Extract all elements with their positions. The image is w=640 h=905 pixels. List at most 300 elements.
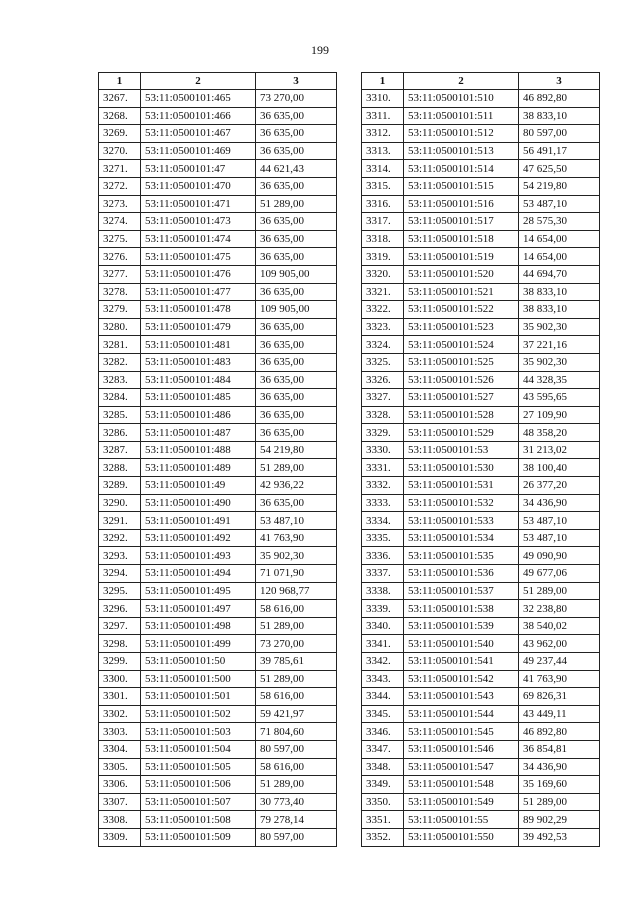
cadastral-number-cell: 53:11:0500101:478: [141, 301, 256, 319]
cadastral-number-cell: 53:11:0500101:540: [404, 635, 519, 653]
cadastral-number-cell: 53:11:0500101:506: [141, 776, 256, 794]
row-number-cell: 3349.: [362, 776, 404, 794]
table-row: [99, 758, 337, 776]
cadastral-value-cell: 79 278,14: [256, 811, 337, 829]
row-number-cell: 3341.: [362, 635, 404, 653]
row-number-cell: 3279.: [99, 301, 141, 319]
cadastral-number-cell: 53:11:0500101:476: [141, 265, 256, 283]
cadastral-value-cell: 36 635,00: [256, 142, 337, 160]
cadastral-value-cell: 47 625,50: [519, 160, 600, 178]
cadastral-value-cell: 109 905,00: [256, 301, 337, 319]
right-table-body: [362, 90, 600, 847]
cadastral-number-cell: 53:11:0500101:539: [404, 617, 519, 635]
cadastral-number-cell: 53:11:0500101:528: [404, 406, 519, 424]
cadastral-number-cell: 53:11:0500101:521: [404, 283, 519, 301]
row-number-cell: 3321.: [362, 283, 404, 301]
header-col-3: 3: [519, 73, 600, 90]
cadastral-value-cell: 36 635,00: [256, 353, 337, 371]
table-row: [362, 512, 600, 530]
cadastral-number-cell: 53:11:0500101:475: [141, 248, 256, 266]
row-number-cell: 3286.: [99, 424, 141, 442]
cadastral-number-cell: 53:11:0500101:515: [404, 177, 519, 195]
table-row: [362, 424, 600, 442]
row-number-cell: 3317.: [362, 213, 404, 231]
cadastral-number-cell: 53:11:0500101:526: [404, 371, 519, 389]
cadastral-number-cell: 53:11:0500101:545: [404, 723, 519, 741]
table-row: [99, 688, 337, 706]
cadastral-number-cell: 53:11:0500101:483: [141, 353, 256, 371]
row-number-cell: 3274.: [99, 213, 141, 231]
table-row: [99, 125, 337, 143]
cadastral-value-cell: 27 109,90: [519, 406, 600, 424]
cadastral-number-cell: 53:11:0500101:487: [141, 424, 256, 442]
table-row: [99, 653, 337, 671]
cadastral-value-cell: 109 905,00: [256, 265, 337, 283]
row-number-cell: 3328.: [362, 406, 404, 424]
row-number-cell: 3298.: [99, 635, 141, 653]
table-row: [362, 758, 600, 776]
cadastral-value-cell: 48 358,20: [519, 424, 600, 442]
table-row: [99, 424, 337, 442]
cadastral-number-cell: 53:11:0500101:493: [141, 547, 256, 565]
cadastral-value-cell: 36 635,00: [256, 494, 337, 512]
table-row: [99, 406, 337, 424]
cadastral-number-cell: 53:11:0500101:518: [404, 230, 519, 248]
cadastral-value-cell: 80 597,00: [256, 828, 337, 846]
row-number-cell: 3281.: [99, 336, 141, 354]
cadastral-value-cell: 46 892,80: [519, 90, 600, 108]
cadastral-number-cell: 53:11:0500101:536: [404, 565, 519, 583]
row-number-cell: 3315.: [362, 177, 404, 195]
table-row: [362, 160, 600, 178]
row-number-cell: 3331.: [362, 459, 404, 477]
row-number-cell: 3305.: [99, 758, 141, 776]
cadastral-value-cell: 36 635,00: [256, 230, 337, 248]
table-row: [362, 459, 600, 477]
cadastral-number-cell: 53:11:0500101:479: [141, 318, 256, 336]
row-number-cell: 3271.: [99, 160, 141, 178]
row-number-cell: 3288.: [99, 459, 141, 477]
cadastral-value-cell: 71 804,60: [256, 723, 337, 741]
row-number-cell: 3295.: [99, 582, 141, 600]
row-number-cell: 3277.: [99, 265, 141, 283]
row-number-cell: 3352.: [362, 828, 404, 846]
cadastral-value-cell: 30 773,40: [256, 793, 337, 811]
row-number-cell: 3345.: [362, 705, 404, 723]
table-row: [99, 336, 337, 354]
row-number-cell: 3343.: [362, 670, 404, 688]
cadastral-value-cell: 38 100,40: [519, 459, 600, 477]
table-row: [362, 213, 600, 231]
table-row: [99, 441, 337, 459]
cadastral-number-cell: 53:11:0500101:503: [141, 723, 256, 741]
table-row: [362, 336, 600, 354]
table-row: [99, 776, 337, 794]
table-row: [362, 265, 600, 283]
table-row: [99, 371, 337, 389]
cadastral-number-cell: 53:11:0500101:481: [141, 336, 256, 354]
row-number-cell: 3346.: [362, 723, 404, 741]
row-number-cell: 3335.: [362, 529, 404, 547]
row-number-cell: 3282.: [99, 353, 141, 371]
cadastral-value-cell: 120 968,77: [256, 582, 337, 600]
cadastral-number-cell: 53:11:0500101:517: [404, 213, 519, 231]
table-row: [99, 230, 337, 248]
row-number-cell: 3323.: [362, 318, 404, 336]
table-row: [362, 547, 600, 565]
cadastral-value-cell: 31 213,02: [519, 441, 600, 459]
table-row: [99, 389, 337, 407]
table-row: [99, 811, 337, 829]
table-row: [99, 177, 337, 195]
cadastral-value-cell: 34 436,90: [519, 494, 600, 512]
cadastral-number-cell: 53:11:0500101:535: [404, 547, 519, 565]
cadastral-value-cell: 58 616,00: [256, 688, 337, 706]
table-header-row: [362, 73, 600, 90]
table-row: [99, 600, 337, 618]
table-row: [99, 582, 337, 600]
cadastral-value-cell: 41 763,90: [519, 670, 600, 688]
header-col-3: 3: [256, 73, 337, 90]
cadastral-value-cell: 35 902,30: [519, 318, 600, 336]
row-number-cell: 3302.: [99, 705, 141, 723]
table-row: [99, 107, 337, 125]
cadastral-number-cell: 53:11:0500101:492: [141, 529, 256, 547]
cadastral-value-cell: 59 421,97: [256, 705, 337, 723]
cadastral-number-cell: 53:11:0500101:50: [141, 653, 256, 671]
cadastral-number-cell: 53:11:0500101:509: [141, 828, 256, 846]
cadastral-number-cell: 53:11:0500101:544: [404, 705, 519, 723]
row-number-cell: 3327.: [362, 389, 404, 407]
table-row: [362, 90, 600, 108]
cadastral-number-cell: 53:11:0500101:498: [141, 617, 256, 635]
cadastral-number-cell: 53:11:0500101:485: [141, 389, 256, 407]
row-number-cell: 3309.: [99, 828, 141, 846]
table-row: [362, 125, 600, 143]
row-number-cell: 3339.: [362, 600, 404, 618]
row-number-cell: 3293.: [99, 547, 141, 565]
cadastral-number-cell: 53:11:0500101:484: [141, 371, 256, 389]
cadastral-value-cell: 32 238,80: [519, 600, 600, 618]
row-number-cell: 3299.: [99, 653, 141, 671]
row-number-cell: 3291.: [99, 512, 141, 530]
table-row: [99, 635, 337, 653]
cadastral-value-cell: 44 621,43: [256, 160, 337, 178]
table-row: [362, 283, 600, 301]
row-number-cell: 3308.: [99, 811, 141, 829]
cadastral-value-cell: 38 540,02: [519, 617, 600, 635]
table-row: [99, 705, 337, 723]
cadastral-value-cell: 53 487,10: [519, 529, 600, 547]
table-row: [362, 828, 600, 846]
cadastral-number-cell: 53:11:0500101:538: [404, 600, 519, 618]
cadastral-number-cell: 53:11:0500101:519: [404, 248, 519, 266]
row-number-cell: 3276.: [99, 248, 141, 266]
left-table-body: [99, 90, 337, 847]
row-number-cell: 3320.: [362, 265, 404, 283]
table-row: [99, 477, 337, 495]
cadastral-number-cell: 53:11:0500101:520: [404, 265, 519, 283]
row-number-cell: 3316.: [362, 195, 404, 213]
row-number-cell: 3268.: [99, 107, 141, 125]
right-table: [361, 72, 600, 847]
cadastral-number-cell: 53:11:0500101:541: [404, 653, 519, 671]
cadastral-number-cell: 53:11:0500101:525: [404, 353, 519, 371]
cadastral-number-cell: 53:11:0500101:470: [141, 177, 256, 195]
cadastral-value-cell: 51 289,00: [256, 776, 337, 794]
table-row: [362, 230, 600, 248]
cadastral-value-cell: 35 902,30: [519, 353, 600, 371]
table-row: [362, 195, 600, 213]
row-number-cell: 3344.: [362, 688, 404, 706]
table-row: [99, 283, 337, 301]
cadastral-number-cell: 53:11:0500101:488: [141, 441, 256, 459]
cadastral-value-cell: 51 289,00: [256, 195, 337, 213]
cadastral-number-cell: 53:11:0500101:542: [404, 670, 519, 688]
cadastral-number-cell: 53:11:0500101:550: [404, 828, 519, 846]
row-number-cell: 3296.: [99, 600, 141, 618]
cadastral-number-cell: 53:11:0500101:494: [141, 565, 256, 583]
table-row: [362, 529, 600, 547]
cadastral-number-cell: 53:11:0500101:465: [141, 90, 256, 108]
header-col-2: 2: [141, 73, 256, 90]
cadastral-value-cell: 80 597,00: [519, 125, 600, 143]
cadastral-number-cell: 53:11:0500101:491: [141, 512, 256, 530]
cadastral-value-cell: 71 071,90: [256, 565, 337, 583]
cadastral-value-cell: 54 219,80: [519, 177, 600, 195]
cadastral-number-cell: 53:11:0500101:467: [141, 125, 256, 143]
cadastral-number-cell: 53:11:0500101:514: [404, 160, 519, 178]
cadastral-value-cell: 36 635,00: [256, 318, 337, 336]
cadastral-value-cell: 53 487,10: [256, 512, 337, 530]
row-number-cell: 3280.: [99, 318, 141, 336]
table-row: [362, 705, 600, 723]
cadastral-value-cell: 36 635,00: [256, 424, 337, 442]
cadastral-value-cell: 36 635,00: [256, 125, 337, 143]
table-row: [362, 353, 600, 371]
cadastral-value-cell: 49 090,90: [519, 547, 600, 565]
cadastral-number-cell: 53:11:0500101:537: [404, 582, 519, 600]
cadastral-number-cell: 53:11:0500101:486: [141, 406, 256, 424]
row-number-cell: 3300.: [99, 670, 141, 688]
row-number-cell: 3319.: [362, 248, 404, 266]
cadastral-value-cell: 34 436,90: [519, 758, 600, 776]
cadastral-value-cell: 58 616,00: [256, 758, 337, 776]
cadastral-number-cell: 53:11:0500101:523: [404, 318, 519, 336]
table-row: [362, 389, 600, 407]
cadastral-value-cell: 36 635,00: [256, 389, 337, 407]
table-row: [99, 793, 337, 811]
cadastral-number-cell: 53:11:0500101:513: [404, 142, 519, 160]
table-row: [362, 477, 600, 495]
cadastral-number-cell: 53:11:0500101:489: [141, 459, 256, 477]
row-number-cell: 3285.: [99, 406, 141, 424]
cadastral-value-cell: 41 763,90: [256, 529, 337, 547]
table-row: [99, 318, 337, 336]
cadastral-number-cell: 53:11:0500101:548: [404, 776, 519, 794]
cadastral-value-cell: 36 635,00: [256, 406, 337, 424]
cadastral-value-cell: 53 487,10: [519, 195, 600, 213]
table-row: [362, 494, 600, 512]
row-number-cell: 3283.: [99, 371, 141, 389]
table-row: [362, 248, 600, 266]
row-number-cell: 3287.: [99, 441, 141, 459]
cadastral-number-cell: 53:11:0500101:53: [404, 441, 519, 459]
cadastral-value-cell: 14 654,00: [519, 230, 600, 248]
row-number-cell: 3334.: [362, 512, 404, 530]
table-row: [362, 740, 600, 758]
table-row: [99, 617, 337, 635]
table-row: [362, 107, 600, 125]
cadastral-number-cell: 53:11:0500101:527: [404, 389, 519, 407]
row-number-cell: 3342.: [362, 653, 404, 671]
cadastral-value-cell: 51 289,00: [519, 582, 600, 600]
cadastral-value-cell: 36 635,00: [256, 107, 337, 125]
cadastral-value-cell: 53 487,10: [519, 512, 600, 530]
header-col-2: 2: [404, 73, 519, 90]
cadastral-value-cell: 51 289,00: [256, 459, 337, 477]
cadastral-value-cell: 28 575,30: [519, 213, 600, 231]
cadastral-value-cell: 36 635,00: [256, 283, 337, 301]
table-row: [362, 582, 600, 600]
cadastral-value-cell: 36 635,00: [256, 371, 337, 389]
row-number-cell: 3303.: [99, 723, 141, 741]
cadastral-value-cell: 36 635,00: [256, 336, 337, 354]
table-row: [362, 600, 600, 618]
row-number-cell: 3267.: [99, 90, 141, 108]
table-row: [362, 635, 600, 653]
cadastral-value-cell: 39 785,61: [256, 653, 337, 671]
row-number-cell: 3340.: [362, 617, 404, 635]
row-number-cell: 3272.: [99, 177, 141, 195]
cadastral-number-cell: 53:11:0500101:516: [404, 195, 519, 213]
table-row: [99, 459, 337, 477]
table-row: [362, 318, 600, 336]
cadastral-value-cell: 58 616,00: [256, 600, 337, 618]
cadastral-number-cell: 53:11:0500101:49: [141, 477, 256, 495]
table-row: [99, 265, 337, 283]
cadastral-number-cell: 53:11:0500101:55: [404, 811, 519, 829]
table-row: [362, 177, 600, 195]
row-number-cell: 3337.: [362, 565, 404, 583]
cadastral-value-cell: 51 289,00: [519, 793, 600, 811]
table-row: [99, 512, 337, 530]
table-row: [99, 160, 337, 178]
cadastral-value-cell: 56 491,17: [519, 142, 600, 160]
row-number-cell: 3336.: [362, 547, 404, 565]
table-row: [99, 723, 337, 741]
table-row: [99, 353, 337, 371]
cadastral-value-cell: 26 377,20: [519, 477, 600, 495]
cadastral-value-cell: 73 270,00: [256, 635, 337, 653]
cadastral-number-cell: 53:11:0500101:547: [404, 758, 519, 776]
cadastral-number-cell: 53:11:0500101:504: [141, 740, 256, 758]
cadastral-value-cell: 35 169,60: [519, 776, 600, 794]
cadastral-value-cell: 36 854,81: [519, 740, 600, 758]
table-row: [99, 529, 337, 547]
row-number-cell: 3325.: [362, 353, 404, 371]
table-row: [99, 90, 337, 108]
row-number-cell: 3306.: [99, 776, 141, 794]
header-col-1: 1: [362, 73, 404, 90]
cadastral-value-cell: 36 635,00: [256, 248, 337, 266]
table-row: [99, 195, 337, 213]
cadastral-number-cell: 53:11:0500101:490: [141, 494, 256, 512]
row-number-cell: 3350.: [362, 793, 404, 811]
cadastral-value-cell: 43 595,65: [519, 389, 600, 407]
table-header-row: [99, 73, 337, 90]
cadastral-number-cell: 53:11:0500101:534: [404, 529, 519, 547]
cadastral-number-cell: 53:11:0500101:47: [141, 160, 256, 178]
cadastral-value-cell: 39 492,53: [519, 828, 600, 846]
cadastral-number-cell: 53:11:0500101:471: [141, 195, 256, 213]
cadastral-number-cell: 53:11:0500101:524: [404, 336, 519, 354]
cadastral-value-cell: 51 289,00: [256, 670, 337, 688]
row-number-cell: 3273.: [99, 195, 141, 213]
cadastral-number-cell: 53:11:0500101:473: [141, 213, 256, 231]
row-number-cell: 3311.: [362, 107, 404, 125]
row-number-cell: 3269.: [99, 125, 141, 143]
table-row: [362, 811, 600, 829]
table-row: [99, 248, 337, 266]
row-number-cell: 3290.: [99, 494, 141, 512]
cadastral-number-cell: 53:11:0500101:549: [404, 793, 519, 811]
cadastral-value-cell: 44 328,35: [519, 371, 600, 389]
row-number-cell: 3270.: [99, 142, 141, 160]
table-row: [99, 213, 337, 231]
table-row: [99, 494, 337, 512]
table-row: [362, 371, 600, 389]
page-number: 199: [311, 43, 329, 57]
row-number-cell: 3326.: [362, 371, 404, 389]
row-number-cell: 3312.: [362, 125, 404, 143]
cadastral-number-cell: 53:11:0500101:466: [141, 107, 256, 125]
cadastral-value-cell: 37 221,16: [519, 336, 600, 354]
row-number-cell: 3289.: [99, 477, 141, 495]
cadastral-value-cell: 80 597,00: [256, 740, 337, 758]
cadastral-number-cell: 53:11:0500101:497: [141, 600, 256, 618]
table-row: [99, 740, 337, 758]
cadastral-number-cell: 53:11:0500101:474: [141, 230, 256, 248]
cadastral-value-cell: 43 449,11: [519, 705, 600, 723]
cadastral-value-cell: 54 219,80: [256, 441, 337, 459]
row-number-cell: 3332.: [362, 477, 404, 495]
table-row: [362, 688, 600, 706]
table-row: [362, 441, 600, 459]
cadastral-value-cell: 36 635,00: [256, 177, 337, 195]
row-number-cell: 3307.: [99, 793, 141, 811]
table-row: [99, 828, 337, 846]
row-number-cell: 3284.: [99, 389, 141, 407]
table-row: [362, 617, 600, 635]
cadastral-value-cell: 43 962,00: [519, 635, 600, 653]
cadastral-number-cell: 53:11:0500101:532: [404, 494, 519, 512]
row-number-cell: 3301.: [99, 688, 141, 706]
table-row: [362, 406, 600, 424]
cadastral-number-cell: 53:11:0500101:501: [141, 688, 256, 706]
table-row: [362, 142, 600, 160]
cadastral-number-cell: 53:11:0500101:530: [404, 459, 519, 477]
cadastral-value-cell: 46 892,80: [519, 723, 600, 741]
cadastral-number-cell: 53:11:0500101:499: [141, 635, 256, 653]
table-row: [362, 565, 600, 583]
cadastral-value-cell: 38 833,10: [519, 283, 600, 301]
cadastral-value-cell: 49 677,06: [519, 565, 600, 583]
row-number-cell: 3275.: [99, 230, 141, 248]
table-row: [362, 670, 600, 688]
table-row: [362, 723, 600, 741]
cadastral-number-cell: 53:11:0500101:531: [404, 477, 519, 495]
